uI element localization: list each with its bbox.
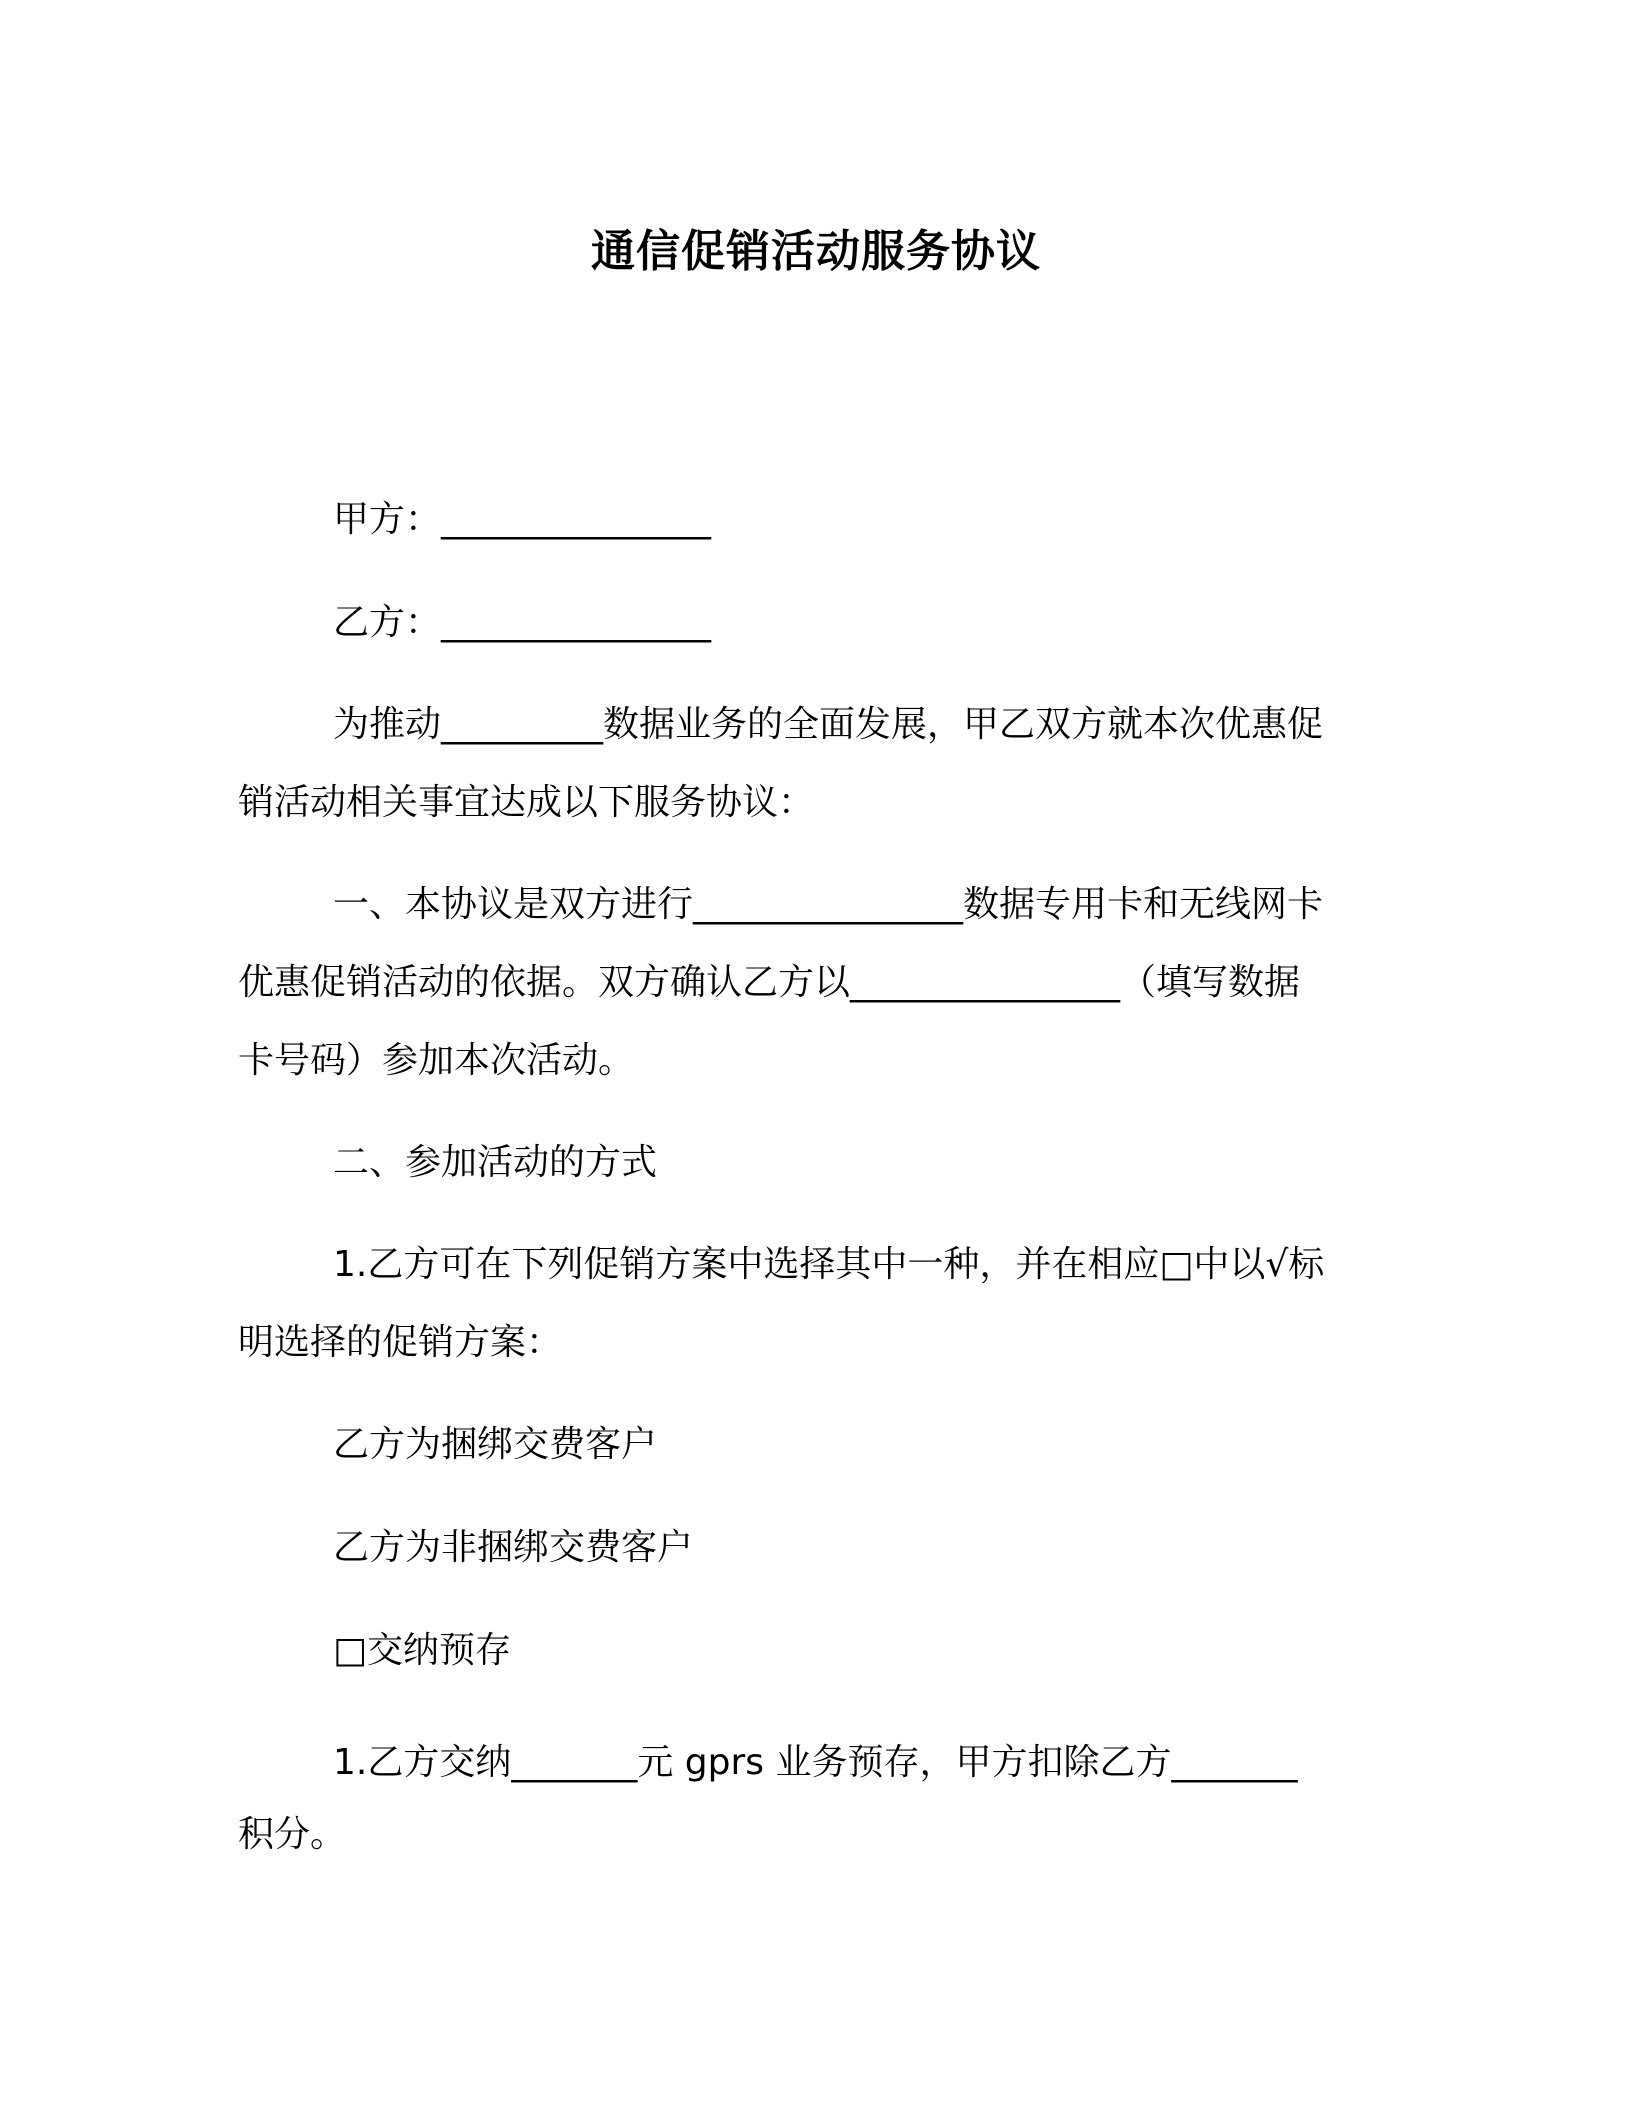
party-a-line: 甲方：_______________ xyxy=(333,499,712,540)
clause1-line-3: 卡号码）参加本次活动。 xyxy=(238,1040,635,1081)
option-bundled: 乙方为捆绑交费客户 xyxy=(333,1424,658,1465)
clause2-heading: 二、参加活动的方式 xyxy=(333,1142,658,1183)
prepay-item1-line-2: 积分。 xyxy=(238,1814,347,1855)
prepay-item1-line-1: 1.乙方交纳_______元 gprs 业务预存，甲方扣除乙方_______ xyxy=(333,1742,1298,1783)
clause2-item1-line-1: 1.乙方可在下列促销方案中选择其中一种，并在相应□中以√标 xyxy=(333,1244,1325,1285)
document-title: 通信促销活动服务协议 xyxy=(591,226,1041,277)
party-b-line: 乙方：_______________ xyxy=(333,602,712,643)
clause1-line-1: 一、本协议是双方进行_______________数据专用卡和无线网卡 xyxy=(333,884,1324,925)
option-prepay: □交纳预存 xyxy=(333,1630,512,1671)
intro-line-1: 为推动_________数据业务的全面发展，甲乙双方就本次优惠促 xyxy=(333,704,1324,745)
clause2-item1-line-2: 明选择的促销方案： xyxy=(238,1322,563,1363)
option-unbundled: 乙方为非捆绑交费客户 xyxy=(333,1527,694,1568)
clause1-line-2: 优惠促销活动的依据。双方确认乙方以_______________（填写数据 xyxy=(238,962,1301,1003)
intro-line-2: 销活动相关事宜达成以下服务协议： xyxy=(238,782,815,823)
